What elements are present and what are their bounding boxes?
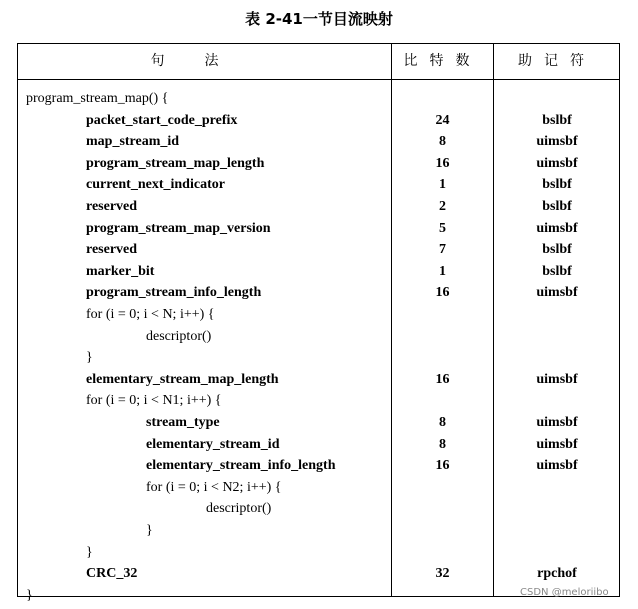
table-row (18, 261, 619, 283)
syntax-cell: program_stream_map() { (26, 91, 169, 106)
table-row (18, 218, 619, 240)
syntax-cell: elementary_stream_id (146, 436, 280, 452)
table-row (18, 455, 619, 477)
mnemonic-cell: bslbf (542, 112, 572, 128)
syntax-cell: marker_bit (86, 263, 155, 279)
syntax-cell: reserved (86, 242, 138, 258)
syntax-cell: for (i = 0; i < N1; i++) { (86, 393, 222, 409)
syntax-cell: elementary_stream_map_length (86, 371, 279, 387)
mnemonic-cell: uimsbf (536, 285, 578, 301)
syntax-cell: descriptor() (206, 501, 272, 517)
syntax-cell: } (86, 350, 93, 366)
syntax-cell: reserved (86, 199, 138, 214)
table-row (18, 434, 619, 456)
bits-cell: 2 (439, 199, 446, 214)
header-syntax: 句法 (150, 53, 259, 69)
bits-cell: 5 (439, 220, 446, 236)
mnemonic-cell: uimsbf (536, 155, 578, 171)
header-bits: 比特数 (403, 53, 482, 69)
table-row (18, 369, 619, 391)
syntax-cell: for (i = 0; i < N2; i++) { (146, 479, 282, 495)
table-row (18, 88, 619, 110)
table-row (18, 498, 619, 520)
watermark: CSDN @meloriibo (520, 587, 609, 598)
syntax-cell: } (86, 544, 93, 560)
table-row (18, 153, 619, 175)
bits-cell: 8 (439, 415, 446, 430)
bits-cell: 8 (439, 436, 446, 452)
syntax-table (17, 43, 620, 603)
bits-cell: 16 (435, 371, 450, 387)
bits-cell: 32 (435, 566, 450, 582)
syntax-cell: packet_start_code_prefix (86, 112, 238, 128)
table-row (18, 520, 619, 542)
table-row (18, 390, 619, 412)
mnemonic-cell: uimsbf (536, 220, 578, 236)
syntax-cell: elementary_stream_info_length (146, 458, 336, 474)
mnemonic-cell: bslbf (542, 242, 572, 258)
syntax-cell: map_stream_id (86, 134, 180, 150)
mnemonic-cell: uimsbf (536, 415, 578, 430)
table-row (18, 347, 619, 369)
table-row (18, 239, 619, 261)
syntax-cell: program_stream_map_version (86, 220, 271, 236)
table-row (18, 542, 619, 564)
syntax-cell: } (146, 523, 153, 538)
bits-cell: 1 (439, 177, 446, 193)
header-mnemonic: 助记符 (518, 53, 596, 69)
table-row (18, 412, 619, 434)
bits-cell: 16 (435, 458, 450, 474)
mnemonic-cell: bslbf (542, 177, 572, 193)
bits-cell: 16 (435, 155, 450, 171)
table-row (18, 174, 619, 196)
mnemonic-cell: uimsbf (536, 371, 578, 387)
syntax-cell: descriptor() (146, 328, 212, 344)
mnemonic-cell: uimsbf (536, 458, 578, 474)
syntax-cell: stream_type (146, 415, 220, 430)
bits-cell: 1 (439, 263, 446, 279)
syntax-cell: program_stream_map_length (86, 155, 265, 171)
table-row (18, 110, 619, 132)
table-row (18, 131, 619, 153)
bits-cell: 24 (435, 112, 450, 128)
table-row (18, 282, 619, 304)
header-divider (18, 79, 619, 80)
table-row (18, 477, 619, 499)
mnemonic-cell: bslbf (542, 263, 572, 279)
table-row (18, 196, 619, 218)
mnemonic-cell: uimsbf (536, 436, 578, 452)
mnemonic-cell: uimsbf (536, 134, 578, 150)
bits-cell: 7 (439, 242, 446, 258)
syntax-cell: } (26, 587, 33, 603)
syntax-cell: for (i = 0; i < N; i++) { (86, 307, 215, 322)
syntax-cell: current_next_indicator (86, 177, 225, 193)
mnemonic-cell: rpchof (537, 566, 577, 582)
syntax-cell: CRC_32 (86, 566, 138, 582)
syntax-cell: program_stream_info_length (86, 285, 262, 301)
table-row (18, 563, 619, 585)
bits-cell: 16 (435, 285, 450, 301)
mnemonic-cell: bslbf (542, 199, 572, 214)
table-title: 表 2-41一节目流映射 (245, 10, 393, 28)
table-row (18, 326, 619, 348)
table-row (18, 304, 619, 326)
bits-cell: 8 (439, 134, 446, 150)
